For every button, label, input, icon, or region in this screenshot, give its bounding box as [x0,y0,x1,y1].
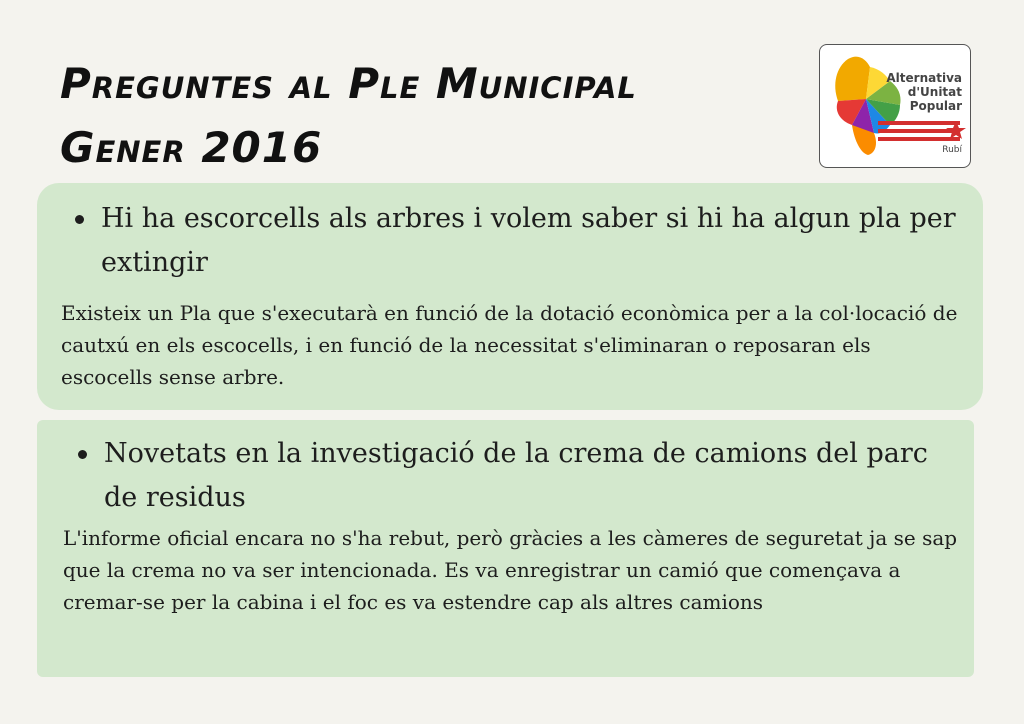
question-card-1 [37,183,983,410]
answer-text: L'informe oficial encara no s'ha rebut, però gràcies a les càmeres de seguretat ja se sap que la crema no va ser intencionada. Es va enregistrar un camió que començava a cremar-se per la cabina i el foc es va estendre cap als altres camions [63,526,958,614]
question-card-2 [37,420,974,677]
page-title [60,52,637,180]
answer-text: Existeix un Pla que s'executarà en funció de la dotació econòmica per a la col·locació de cautxú en els escocells, i en funció de la necessitat s'eliminaran o reposaran els escocells sense arbre. [61,301,958,389]
party-logo [819,44,971,168]
logo-line-2: d'Unitat [907,85,962,99]
title-line-1: Preguntes al Ple Municipal [60,59,637,108]
title-line-2: Gener 2016 [60,123,323,172]
logo-line-3: Popular [909,99,962,113]
logo-line-1: Alternativa [886,71,962,85]
flag-stripes-icon [878,121,966,141]
question-text: Hi ha escorcells als arbres i volem saber si hi ha algun pla per extingir [101,197,981,285]
logo-city: Rubí [942,145,962,155]
logo-text [886,71,962,113]
question-text: Novetats en la investigació de la crema de camions del parc de residus [104,432,954,520]
